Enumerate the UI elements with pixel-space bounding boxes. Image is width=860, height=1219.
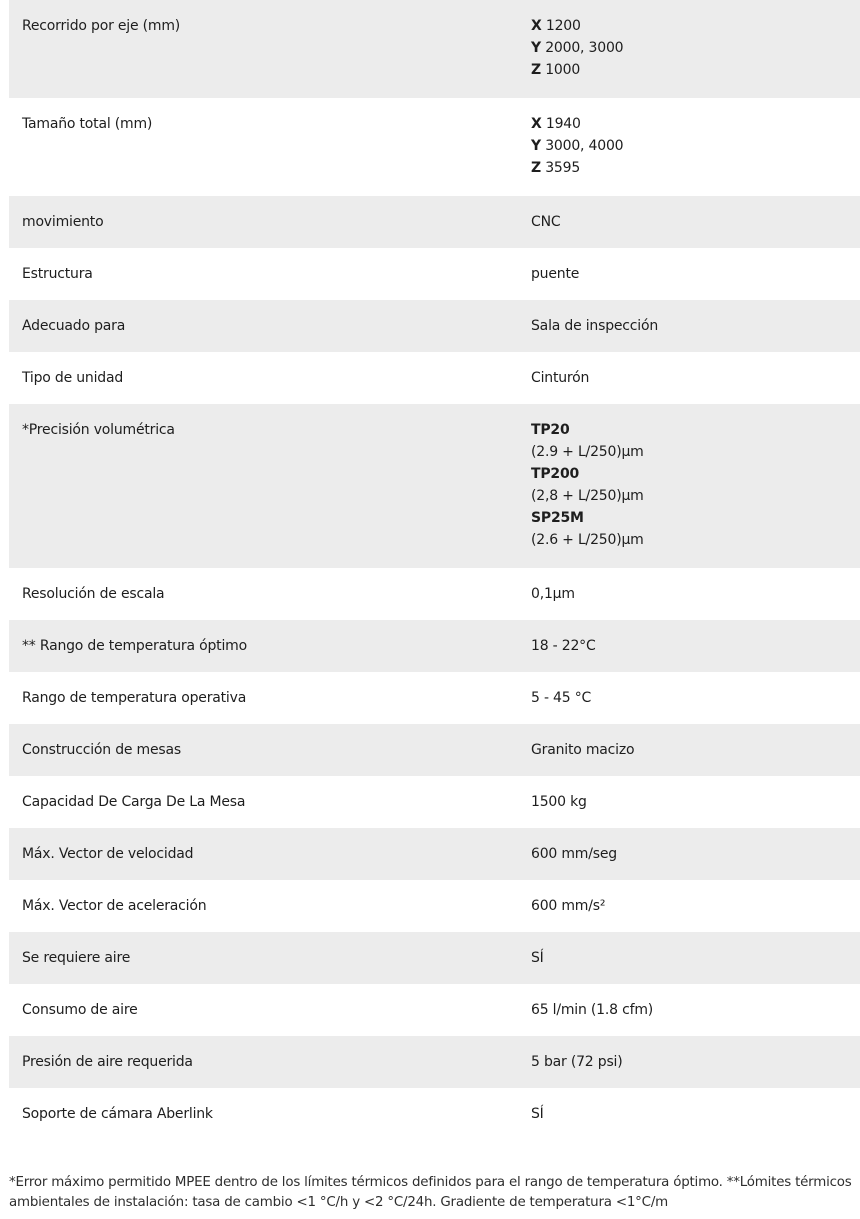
spec-label: Presión de aire requerida: [22, 1054, 193, 1070]
axis-value-x: 1940: [541, 116, 581, 132]
axis-value-x: 1200: [541, 18, 581, 34]
probe-name-tp20: TP20: [531, 422, 570, 438]
spec-label: Máx. Vector de aceleración: [22, 898, 207, 914]
spec-value: 0,1µm: [531, 586, 575, 602]
spec-value: 600 mm/s²: [531, 898, 606, 914]
spec-row-table-construction: [9, 724, 860, 776]
axis-key-y: Y: [531, 40, 541, 56]
spec-value: Sala de inspección: [531, 318, 659, 334]
spec-row-max-velocity: [9, 828, 860, 880]
spec-label: Resolución de escala: [22, 586, 165, 602]
spec-label: Tamaño total (mm): [22, 116, 153, 132]
spec-row-camera-support: [9, 1088, 860, 1140]
axis-key-y: Y: [531, 138, 541, 154]
spec-row-table-load-capacity: [9, 776, 860, 828]
spec-label: Capacidad De Carga De La Mesa: [22, 794, 246, 810]
spec-label: Recorrido por eje (mm): [22, 18, 181, 34]
spec-value: 600 mm/seg: [531, 846, 617, 862]
footnote: *Error máximo permitido MPEE dentro de los límites térmicos definidos para el rango de temperatura óptimo. **Lómites térmicos ambientales de instalación: tasa de cambio <1 °C/h y <2 °C/24h. Gradiente de temperatura <1°C/m: [9, 1175, 852, 1210]
axis-value-y: 2000, 3000: [540, 40, 624, 56]
spec-label: Se requiere aire: [22, 950, 131, 966]
axis-key-x: X: [531, 18, 542, 34]
axis-value-z: 1000: [540, 62, 581, 78]
spec-value: Cinturón: [531, 370, 590, 386]
probe-accuracy-tp200: (2,8 + L/250)µm: [531, 488, 644, 504]
spec-row-suitable-for: [9, 300, 860, 352]
axis-key-z: Z: [531, 160, 541, 176]
spec-value: Granito macizo: [531, 742, 635, 758]
spec-value: 18 - 22°C: [531, 638, 596, 654]
spec-value: 65 l/min (1.8 cfm): [531, 1002, 654, 1018]
spec-value: [531, 98, 860, 196]
spec-row-optimal-temperature: [9, 620, 860, 672]
spec-row-motion: [9, 196, 860, 248]
spec-row-air-required: [9, 932, 860, 984]
spec-label: Adecuado para: [22, 318, 126, 334]
spec-label: movimiento: [22, 214, 104, 230]
spec-value: [531, 0, 860, 98]
spec-label: Estructura: [22, 266, 93, 282]
spec-value: puente: [531, 266, 580, 282]
axis-key-x: X: [531, 116, 542, 132]
spec-row-overall-size: [9, 98, 860, 196]
spec-label: Consumo de aire: [22, 1002, 138, 1018]
spec-row-air-consumption: [9, 984, 860, 1036]
spec-row-structure: [9, 248, 860, 300]
spec-row-axis-travel: [9, 0, 860, 98]
spec-value: [531, 404, 860, 568]
spec-value: CNC: [531, 214, 561, 230]
spec-row-operating-temperature: [9, 672, 860, 724]
spec-label: Construcción de mesas: [22, 742, 181, 758]
spec-label: Rango de temperatura operativa: [22, 690, 247, 706]
spec-value: 5 bar (72 psi): [531, 1054, 623, 1070]
spec-value: SÍ: [531, 1106, 544, 1122]
spec-value: SÍ: [531, 950, 544, 966]
spec-row-air-pressure: [9, 1036, 860, 1088]
spec-row-scale-resolution: [9, 568, 860, 620]
probe-accuracy-tp20: (2.9 + L/250)µm: [531, 444, 644, 460]
probe-name-tp200: TP200: [531, 466, 580, 482]
axis-value-y: 3000, 4000: [540, 138, 624, 154]
specs-table: [9, 0, 860, 1140]
probe-accuracy-sp25m: (2.6 + L/250)µm: [531, 532, 644, 548]
axis-key-z: Z: [531, 62, 541, 78]
spec-value: 1500 kg: [531, 794, 587, 810]
spec-label: Tipo de unidad: [22, 370, 124, 386]
spec-value: 5 - 45 °C: [531, 690, 592, 706]
spec-label: Máx. Vector de velocidad: [22, 846, 194, 862]
spec-label: ** Rango de temperatura óptimo: [22, 638, 247, 654]
spec-row-volumetric-accuracy: [9, 404, 860, 568]
spec-label: *Precisión volumétrica: [22, 422, 175, 438]
spec-row-max-acceleration: [9, 880, 860, 932]
axis-value-z: 3595: [540, 160, 581, 176]
spec-label: Soporte de cámara Aberlink: [22, 1106, 213, 1122]
spec-row-drive-type: [9, 352, 860, 404]
probe-name-sp25m: SP25M: [531, 510, 584, 526]
